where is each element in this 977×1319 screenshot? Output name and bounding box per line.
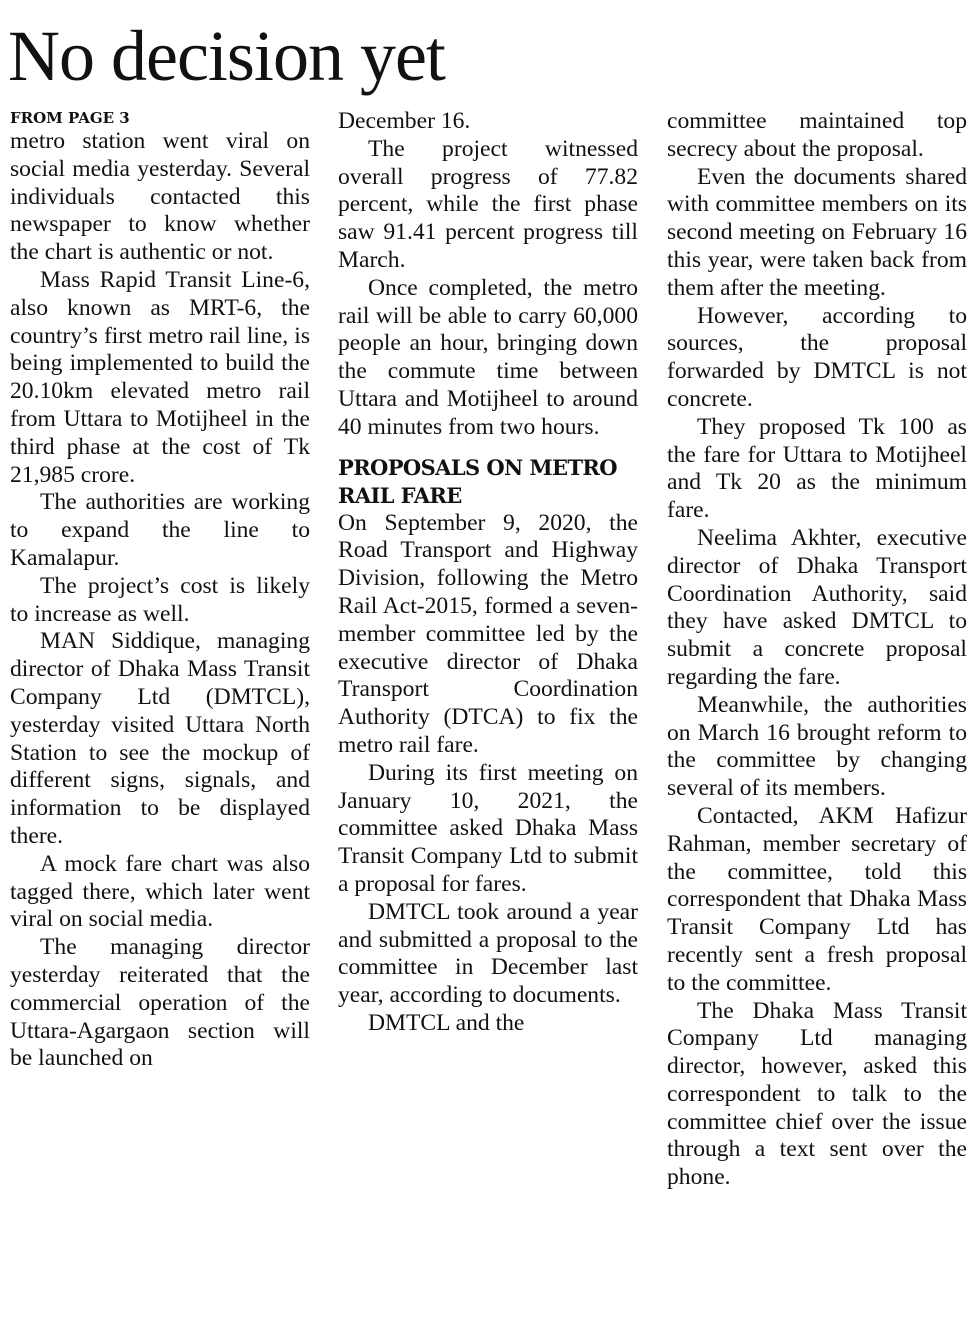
paragraph: During its first meeting on January 10, 2021, the committee asked Dhaka Mass Transit Company Ltd to submit a proposal for fares. xyxy=(338,759,638,897)
paragraph: The project witnessed overall progress of 77.82 percent, while the first phase saw 91.41 percent progress till March. xyxy=(338,135,638,273)
subheading: PROPOSALS ON METRO RAIL FARE xyxy=(338,454,617,508)
paragraph: However, according to sources, the proposal forwarded by DMTCL is not concrete. xyxy=(667,302,967,412)
paragraph: committee maintained top secrecy about the proposal. xyxy=(667,108,967,162)
paragraph: Contacted, AKM Hafizur Rahman, member secretary of the committee, told this correspondent that Dhaka Mass Transit Company Ltd has recently sent a fresh proposal to the committee. xyxy=(667,802,967,996)
paragraph: The Dhaka Mass Transit Company Ltd managing director, however, asked this correspondent to talk to the committee chief over the issue through a text sent over the phone. xyxy=(667,997,967,1191)
paragraph: Mass Rapid Transit Line-6, also known as MRT-6, the country’s first metro rail line, is being implemented to build the 20.10km elevated metro rail from Uttara to Motijheel in the third phase at the cost of Tk 21,985 crore. xyxy=(10,266,310,488)
paragraph: The project’s cost is likely to increase as well. xyxy=(10,572,310,627)
paragraph: They proposed Tk 100 as the fare for Uttara to Motijheel and Tk 20 as the minimum fare. xyxy=(667,413,967,524)
paragraph: Meanwhile, the authorities on March 16 brought reform to the committee by changing several of its members. xyxy=(667,691,967,802)
article-column-1 xyxy=(10,108,310,1073)
headline: No decision yet xyxy=(8,16,445,96)
paragraph: Neelima Akhter, executive director of Dhaka Transport Coordination Authority, said they have asked DMTCL to submit a concrete proposal regarding the fare. xyxy=(667,524,967,690)
paragraph: On September 9, 2020, the Road Transport and Highway Division, following the Metro Rail Act-2015, formed a seven-member committee led by the executive director of Dhaka Transport Coordination Authority (DTCA) to fix the metro rail fare. xyxy=(338,509,638,758)
paragraph: December 16. xyxy=(338,108,471,134)
article-column-2 xyxy=(338,108,638,1038)
paragraph: metro station went viral on social media yesterday. Several individuals contacted this newspaper to know whether the chart is authentic or not. xyxy=(10,128,310,266)
paragraph: DMTCL and the xyxy=(368,1009,525,1036)
article-column-3 xyxy=(667,108,967,1192)
paragraph: The authorities are working to expand the line to Kamalapur. xyxy=(10,489,310,571)
kicker: FROM PAGE 3 xyxy=(10,109,130,127)
paragraph: Once completed, the metro rail will be able to carry 60,000 people an hour, bringing down the commute time between Uttara and Motijheel to around 40 minutes from two hours. xyxy=(338,274,638,440)
paragraph: The managing director yesterday reiterated that the commercial operation of the Uttara-Agargaon section will be launched on xyxy=(10,934,310,1072)
paragraph: MAN Siddique, managing director of Dhaka Mass Transit Company Ltd (DMTCL), yesterday visited Uttara North Station to see the mockup of different signs, signals, and information to be displayed there. xyxy=(10,628,310,849)
paragraph: Even the documents shared with committee members on its second meeting on February 16 this year, were taken back from them after the meeting. xyxy=(667,163,967,301)
paragraph: DMTCL took around a year and submitted a proposal to the committee in December last year, according to documents. xyxy=(338,898,638,1009)
paragraph: A mock fare chart was also tagged there, which later went viral on social media. xyxy=(10,850,310,933)
